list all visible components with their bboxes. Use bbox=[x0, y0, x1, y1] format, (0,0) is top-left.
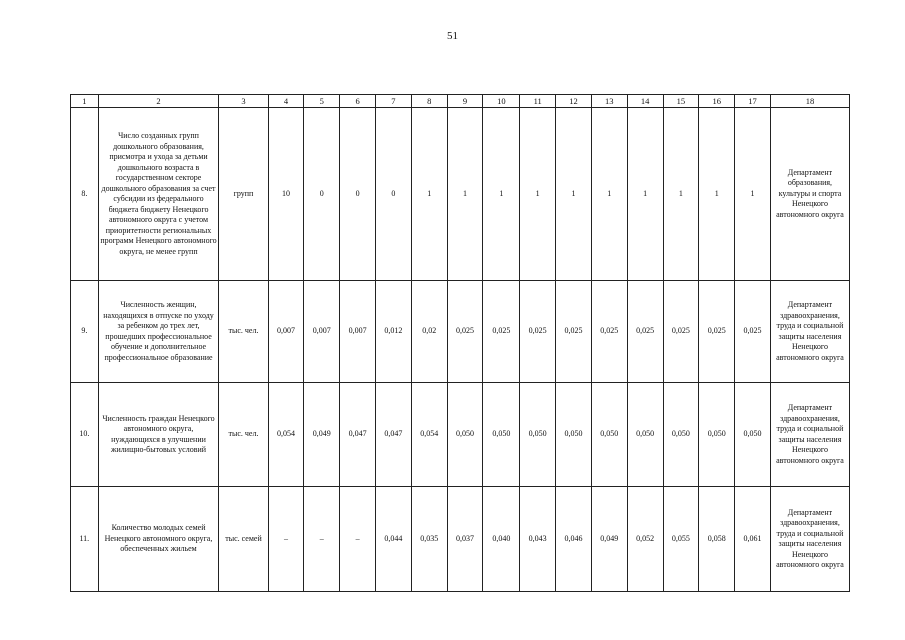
header-cell: 13 bbox=[591, 95, 627, 108]
value-cell: 0,061 bbox=[735, 487, 771, 592]
page-number: 51 bbox=[447, 30, 458, 42]
value-cell: 0,025 bbox=[627, 281, 663, 383]
value-cell: 1 bbox=[735, 108, 771, 281]
value-cell: 0,025 bbox=[663, 281, 699, 383]
header-cell: 4 bbox=[268, 95, 304, 108]
indicator-name: Численность граждан Ненецкого автономного округа, нуждающихся в улучшении жилищно-бытовых условий bbox=[98, 383, 219, 487]
value-cell: 0,025 bbox=[556, 281, 592, 383]
value-cell: 1 bbox=[663, 108, 699, 281]
indicators-table bbox=[70, 94, 850, 592]
value-cell: 0,050 bbox=[627, 383, 663, 487]
value-cell: 0 bbox=[340, 108, 376, 281]
header-cell: 1 bbox=[71, 95, 99, 108]
value-cell: 0 bbox=[375, 108, 411, 281]
header-cell: 12 bbox=[556, 95, 592, 108]
value-cell: 0,050 bbox=[520, 383, 556, 487]
value-cell: 0,044 bbox=[375, 487, 411, 592]
header-cell: 16 bbox=[699, 95, 735, 108]
value-cell: 0,007 bbox=[304, 281, 340, 383]
table-row bbox=[71, 383, 850, 487]
value-cell: 0,052 bbox=[627, 487, 663, 592]
row-number: 11. bbox=[71, 487, 99, 592]
value-cell: 0,043 bbox=[520, 487, 556, 592]
value-cell: 0,007 bbox=[340, 281, 376, 383]
department-cell: Департамент образования, культуры и спорта Ненецкого автономного округа bbox=[770, 108, 849, 281]
value-cell: 0,047 bbox=[375, 383, 411, 487]
header-cell: 10 bbox=[483, 95, 520, 108]
header-cell: 11 bbox=[520, 95, 556, 108]
value-cell: 0 bbox=[304, 108, 340, 281]
unit-cell: тыс. чел. bbox=[219, 281, 268, 383]
value-cell: 0,050 bbox=[447, 383, 483, 487]
row-number: 9. bbox=[71, 281, 99, 383]
value-cell: – bbox=[268, 487, 304, 592]
value-cell: – bbox=[304, 487, 340, 592]
value-cell: 0,046 bbox=[556, 487, 592, 592]
value-cell: 0,035 bbox=[411, 487, 447, 592]
value-cell: 1 bbox=[556, 108, 592, 281]
value-cell: 1 bbox=[447, 108, 483, 281]
value-cell: 0,054 bbox=[268, 383, 304, 487]
value-cell: 0,012 bbox=[375, 281, 411, 383]
value-cell: 0,058 bbox=[699, 487, 735, 592]
value-cell: 0,007 bbox=[268, 281, 304, 383]
table-row bbox=[71, 108, 850, 281]
header-cell: 17 bbox=[735, 95, 771, 108]
indicator-name: Количество молодых семей Ненецкого автономного округа, обеспеченных жильем bbox=[98, 487, 219, 592]
value-cell: 0,050 bbox=[556, 383, 592, 487]
header-row bbox=[71, 95, 850, 108]
department-cell: Департамент здравоохранения, труда и социальной защиты населения Ненецкого автономного округа bbox=[770, 487, 849, 592]
value-cell: 0,050 bbox=[663, 383, 699, 487]
value-cell: 0,037 bbox=[447, 487, 483, 592]
value-cell: 0,050 bbox=[483, 383, 520, 487]
header-cell: 7 bbox=[375, 95, 411, 108]
department-cell: Департамент здравоохранения, труда и социальной защиты населения Ненецкого автономного округа bbox=[770, 383, 849, 487]
header-cell: 9 bbox=[447, 95, 483, 108]
header-cell: 14 bbox=[627, 95, 663, 108]
value-cell: 1 bbox=[483, 108, 520, 281]
value-cell: 0,050 bbox=[591, 383, 627, 487]
value-cell: 0,025 bbox=[447, 281, 483, 383]
indicator-name: Число созданных групп дошкольного образования, присмотра и ухода за детьми дошкольного возраста в государственном секторе дошкольного образования за счет субсидии из федерального бюджета бюджету Ненецкого автономного округа с учетом приоритетности региональных программ Ненецкого автономного округа, не менее групп bbox=[98, 108, 219, 281]
value-cell: 0,049 bbox=[591, 487, 627, 592]
value-cell: 0,050 bbox=[735, 383, 771, 487]
header-cell: 8 bbox=[411, 95, 447, 108]
value-cell: 0,025 bbox=[483, 281, 520, 383]
value-cell: 1 bbox=[520, 108, 556, 281]
department-cell: Департамент здравоохранения, труда и социальной защиты населения Ненецкого автономного округа bbox=[770, 281, 849, 383]
value-cell: 0,025 bbox=[735, 281, 771, 383]
header-cell: 6 bbox=[340, 95, 376, 108]
value-cell: 0,02 bbox=[411, 281, 447, 383]
value-cell: 0,050 bbox=[699, 383, 735, 487]
indicator-name: Численность женщин, находящихся в отпуске по уходу за ребенком до трех лет, прошедших профессиональное обучение и дополнительное профессиональное образование bbox=[98, 281, 219, 383]
row-number: 8. bbox=[71, 108, 99, 281]
value-cell: 0,049 bbox=[304, 383, 340, 487]
header-cell: 18 bbox=[770, 95, 849, 108]
value-cell: 0,025 bbox=[591, 281, 627, 383]
table-row bbox=[71, 281, 850, 383]
unit-cell: тыс. семей bbox=[219, 487, 268, 592]
value-cell: – bbox=[340, 487, 376, 592]
header-cell: 5 bbox=[304, 95, 340, 108]
table-row bbox=[71, 487, 850, 592]
value-cell: 1 bbox=[699, 108, 735, 281]
unit-cell: тыс. чел. bbox=[219, 383, 268, 487]
value-cell: 0,025 bbox=[699, 281, 735, 383]
unit-cell: групп bbox=[219, 108, 268, 281]
value-cell: 0,055 bbox=[663, 487, 699, 592]
value-cell: 1 bbox=[627, 108, 663, 281]
header-cell: 2 bbox=[98, 95, 219, 108]
row-number: 10. bbox=[71, 383, 99, 487]
header-cell: 3 bbox=[219, 95, 268, 108]
value-cell: 1 bbox=[411, 108, 447, 281]
value-cell: 0,054 bbox=[411, 383, 447, 487]
value-cell: 0,040 bbox=[483, 487, 520, 592]
value-cell: 1 bbox=[591, 108, 627, 281]
value-cell: 0,025 bbox=[520, 281, 556, 383]
value-cell: 0,047 bbox=[340, 383, 376, 487]
header-cell: 15 bbox=[663, 95, 699, 108]
value-cell: 10 bbox=[268, 108, 304, 281]
